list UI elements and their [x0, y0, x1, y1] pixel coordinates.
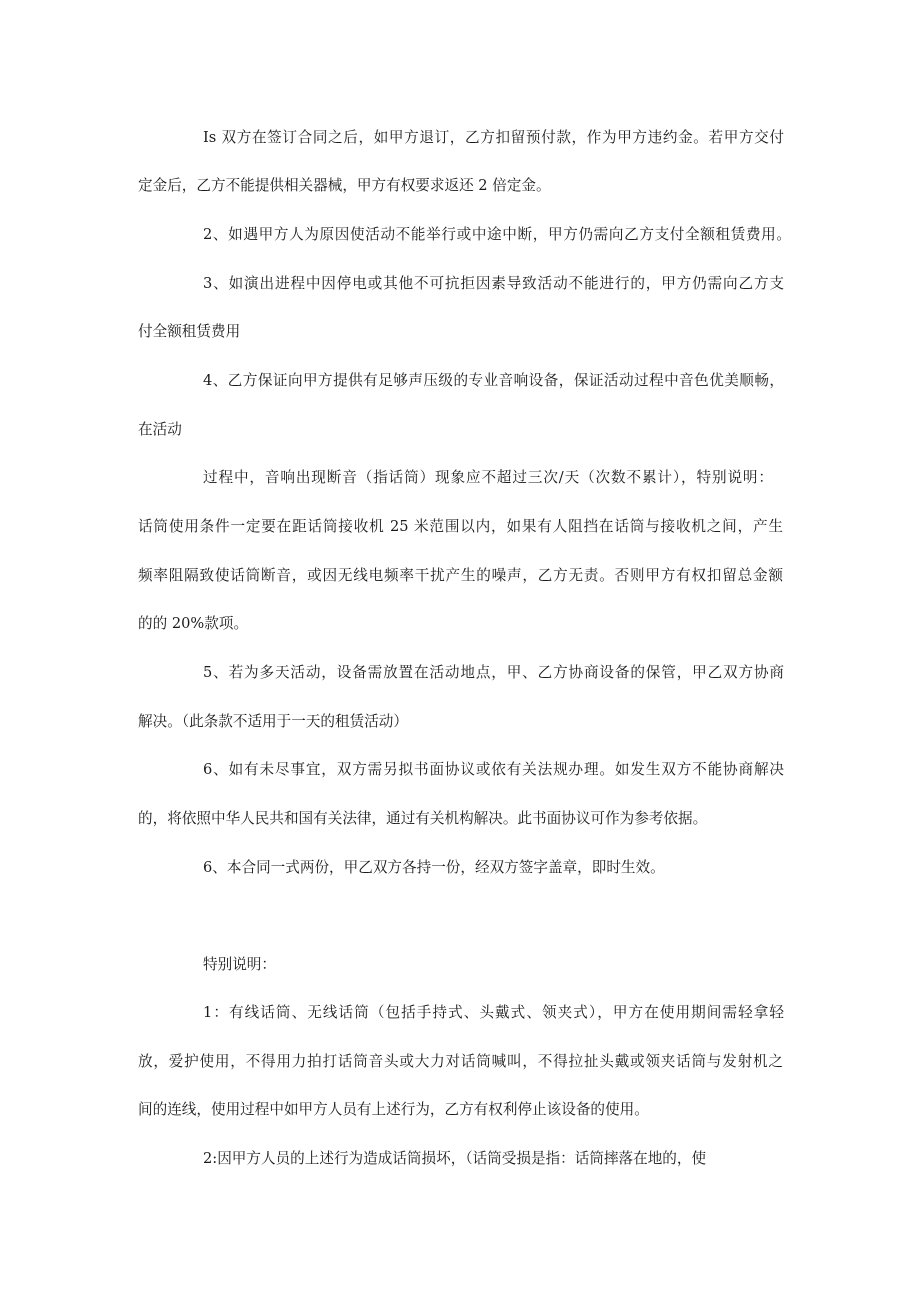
- clause-1-line-2: 定金后，乙方不能提供相关器械，甲方有权要求返还 2 倍定金。: [138, 177, 551, 194]
- clause-2-line-1: 2、如遇甲方人为原因使活动不能举行或中途中断，甲方仍需向乙方支付全额租赁费用。: [203, 226, 791, 243]
- clause-4-line-1: 4、乙方保证向甲方提供有足够声压级的专业音响设备，保证活动过程中音色优美顺畅，: [203, 372, 784, 389]
- note-1-line-2: 放，爱护使用，不得用力拍打话筒音头或大力对话筒喊叫，不得拉扯头戴或领夹话筒与发射机之: [138, 1053, 783, 1070]
- clause-4-line-6: 的的 20%款项。: [138, 615, 249, 632]
- clause-7-line-1: 6、本合同一式两份，甲乙双方各持一份，经双方签字盖章，即时生效。: [203, 859, 665, 876]
- clause-5-line-2: 解决。（此条款不适用于一天的租赁活动）: [138, 713, 408, 730]
- note-1-line-1: 1：有线话筒、无线话筒（包括手持式、头戴式、领夹式），甲方在使用期间需轻拿轻: [203, 1004, 784, 1021]
- clause-3-line-1: 3、如演出进程中因停电或其他不可抗拒因素导致活动不能进行的，甲方仍需向乙方支: [203, 275, 784, 292]
- note-2-line-1: 2:因甲方人员的上述行为造成话筒损坏，（话筒受损是指：话筒摔落在地的，使: [203, 1150, 707, 1167]
- clause-3-line-2: 付全额租赁费用: [138, 323, 241, 340]
- clause-4-line-2: 在活动: [138, 421, 182, 438]
- special-note-heading: 特别说明：: [203, 956, 276, 973]
- clause-4-line-5: 频率阻隔致使话筒断音，或因无线电频率干扰产生的噪声，乙方无责。否则甲方有权扣留总金额: [138, 567, 783, 584]
- clause-6-line-2: 的，将依照中华人民共和国有关法律，通过有关机构解决。此书面协议可作为参考依据。: [138, 810, 708, 827]
- clause-1-line-1: Is 双方在签订合同之后，如甲方退订，乙方扣留预付款，作为甲方违约金。若甲方交付: [203, 129, 784, 146]
- clause-4-line-4: 话筒使用条件一定要在距话筒接收机 25 米范围以内，如果有人阻挡在话筒与接收机之间，产生: [138, 518, 783, 535]
- clause-4-line-3: 过程中，音响出现断音（指话筒）现象应不超过三次/天（次数不累计），特别说明：: [203, 469, 773, 486]
- clause-5-line-1: 5、若为多天活动，设备需放置在活动地点，甲、乙方协商设备的保管，甲乙双方协商: [203, 664, 784, 681]
- clause-6-line-1: 6、如有未尽事宜，双方需另拟书面协议或依有关法规办理。如发生双方不能协商解决: [203, 761, 784, 778]
- note-1-line-3: 间的连线，使用过程中如甲方人员有上述行为，乙方有权利停止该设备的使用。: [138, 1101, 649, 1118]
